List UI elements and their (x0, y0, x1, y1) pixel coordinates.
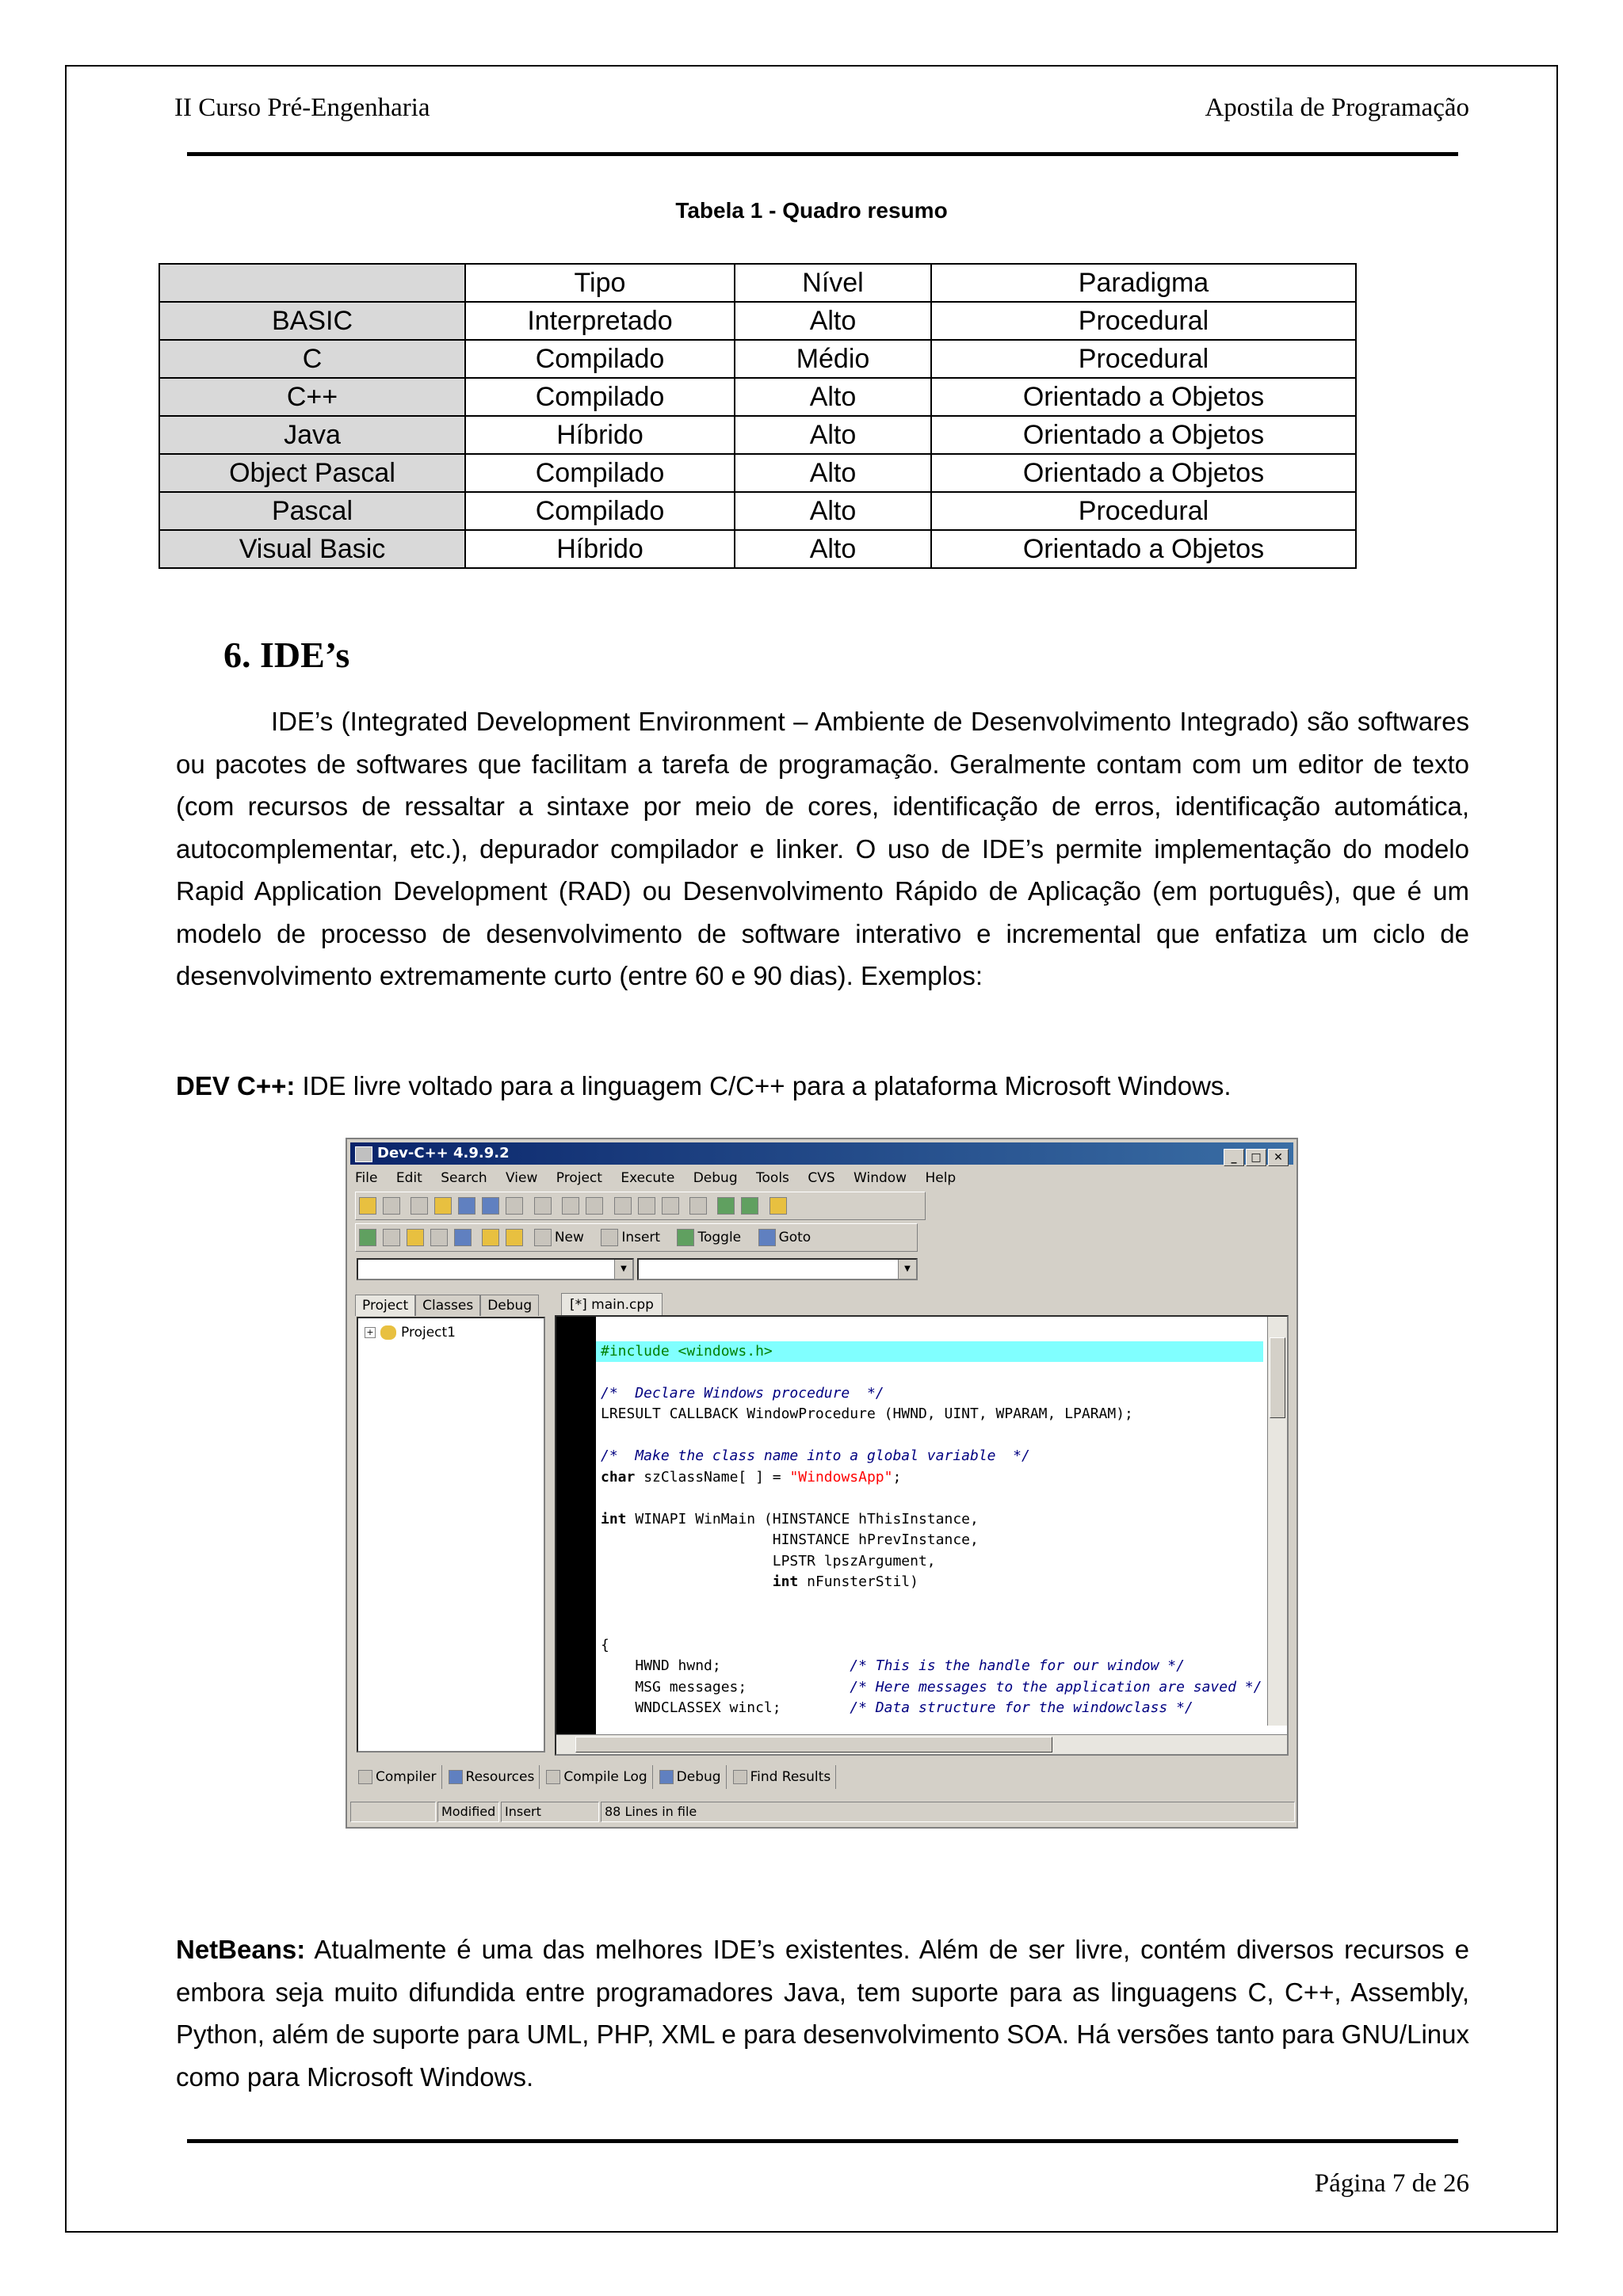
menu-tools[interactable]: Tools (756, 1170, 789, 1186)
table-row (159, 454, 1356, 492)
table-cell: Orientado a Objetos (931, 454, 1356, 492)
table-cell: Java (159, 416, 465, 454)
new-button[interactable]: New (554, 1230, 584, 1245)
table-cell: Alto (735, 492, 931, 530)
code-line: LRESULT CALLBACK WindowProcedure (HWND, UINT, WPARAM, LPARAM); (601, 1405, 1133, 1422)
run-icon[interactable] (383, 1229, 400, 1246)
chevron-down-icon[interactable]: ▼ (614, 1260, 632, 1279)
table-cell: Visual Basic (159, 530, 465, 568)
table-row (159, 530, 1356, 568)
goto-line-icon[interactable] (689, 1197, 707, 1215)
netbeans-paragraph (176, 1928, 1469, 2098)
table-cell: Alto (735, 530, 931, 568)
table-cell: Compilado (465, 340, 735, 378)
tab-label: Find Results (750, 1769, 831, 1785)
table-header-cell: Paradigma (931, 264, 1356, 302)
compile-run-icon[interactable] (407, 1229, 424, 1246)
scroll-thumb[interactable] (575, 1737, 1052, 1753)
code-line: LPSTR lpszArgument, (601, 1552, 936, 1569)
app-icon (355, 1146, 372, 1162)
code-editor[interactable] (555, 1315, 1289, 1756)
scroll-thumb[interactable] (1270, 1337, 1285, 1418)
table-cell: Alto (735, 302, 931, 340)
table-cell: Compilado (465, 454, 735, 492)
code-string: "WindowsApp" (789, 1468, 893, 1486)
table-header-row (159, 264, 1356, 302)
netbeans-label: NetBeans: (176, 1935, 306, 1964)
compile-log-icon (546, 1770, 560, 1784)
resources-icon (449, 1770, 463, 1784)
table-cell: Orientado a Objetos (931, 416, 1356, 454)
code-fragment: szClassName[ ] = (635, 1468, 790, 1486)
tab-label: Compiler (376, 1769, 437, 1785)
table-row (159, 340, 1356, 378)
insert-button[interactable]: Insert (621, 1230, 661, 1245)
table-cell: Orientado a Objetos (931, 530, 1356, 568)
table-cell: Compilado (465, 492, 735, 530)
goto-icon[interactable] (758, 1229, 776, 1246)
table-cell: Object Pascal (159, 454, 465, 492)
menu-view[interactable]: View (506, 1170, 538, 1186)
table-cell: Compilado (465, 378, 735, 416)
minimize-icon[interactable]: _ (1224, 1149, 1244, 1166)
remove-from-project-icon[interactable] (741, 1197, 758, 1215)
save-icon[interactable] (458, 1197, 475, 1215)
status-lines: 88 Lines in file (601, 1802, 1295, 1822)
class-combo[interactable] (357, 1258, 634, 1280)
menu-help[interactable]: Help (925, 1170, 957, 1186)
devcpp-label: DEV C++: (176, 1071, 296, 1100)
project-icon[interactable] (359, 1197, 376, 1215)
chevron-down-icon[interactable]: ▼ (898, 1260, 916, 1279)
summary-table (158, 263, 1357, 569)
menu-project[interactable]: Project (556, 1170, 602, 1186)
find-icon (733, 1770, 747, 1784)
intro-text: IDE’s (Integrated Development Environment – Ambiente de Desenvolvimento Integrado) são softwares ou pacotes de softwares que facilitam a tarefa de programação. Geralmente contam com um editor de texto (com recursos de ressaltar a sintaxe por meio de cores, identificação de erros, identificação automática, autocomplementar, etc.), depurador compilador e linker. O uso de IDE’s permite implementação do modelo Rapid Application Development (RAD) ou Desenvolvimento Rápido de Aplicação (em português), que é um modelo de processo de desenvolvimento de software interativo e incremental que enfatiza um ciclo de desenvolvimento extremamente curto (entre 60 e 90 dias). Exemplos: (176, 707, 1469, 990)
secondary-toolbar (355, 1223, 918, 1252)
table-header-cell: Nível (735, 264, 931, 302)
table-cell: Procedural (931, 492, 1356, 530)
table-cell: Procedural (931, 302, 1356, 340)
code-line: #include <windows.h> (601, 1342, 773, 1360)
devcpp-screenshot (346, 1138, 1298, 1829)
find-icon[interactable] (614, 1197, 632, 1215)
table-caption: Tabela 1 - Quadro resumo (675, 198, 948, 223)
status-insert: Insert (501, 1802, 599, 1822)
code-fragment: nFunsterStil) (798, 1573, 918, 1590)
table-cell: C (159, 340, 465, 378)
table-row (159, 302, 1356, 340)
editor-gutter (556, 1317, 596, 1754)
code-fragment: MSG messages; (601, 1678, 850, 1695)
table-header-cell (159, 264, 465, 302)
section-heading: 6. IDE’s (223, 635, 350, 675)
project-tree (357, 1317, 545, 1753)
code-text (601, 1320, 1263, 1756)
rebuild-icon[interactable] (430, 1229, 448, 1246)
table-cell: Híbrido (465, 416, 735, 454)
code-fragment: ; (892, 1468, 902, 1486)
header-rule (187, 152, 1458, 156)
close-file-icon[interactable] (506, 1197, 523, 1215)
print-icon[interactable] (534, 1197, 552, 1215)
tab-find-results[interactable] (730, 1765, 837, 1789)
code-line: /* Declare Windows procedure */ (601, 1384, 884, 1402)
table-cell: Híbrido (465, 530, 735, 568)
table-cell: Alto (735, 454, 931, 492)
header-course: II Curso Pré-Engenharia (174, 93, 430, 122)
devcpp-text: IDE livre voltado para a linguagem C/C++ para a plataforma Microsoft Windows. (295, 1071, 1232, 1100)
code-line: /* Make the class name into a global variable */ (601, 1447, 1030, 1464)
insert-icon[interactable] (601, 1229, 618, 1246)
code-line: { (601, 1636, 609, 1653)
code-fragment: WINAPI WinMain (HINSTANCE hThisInstance, (626, 1510, 979, 1527)
help-icon[interactable] (482, 1229, 499, 1246)
new-file-icon[interactable] (411, 1197, 428, 1215)
tab-debug[interactable]: Debug (480, 1295, 539, 1316)
tab-label: Compile Log (563, 1769, 647, 1785)
menu-file[interactable]: File (355, 1170, 378, 1186)
project-node-label: Project1 (401, 1325, 456, 1341)
toggle-icon[interactable] (677, 1229, 694, 1246)
status-modified: Modified (437, 1802, 499, 1822)
project-options-icon[interactable] (769, 1197, 787, 1215)
main-toolbar (355, 1192, 926, 1220)
close-icon[interactable]: ✕ (1268, 1149, 1289, 1166)
window-titlebar (350, 1142, 1293, 1165)
redo-icon[interactable] (586, 1197, 603, 1215)
undo-icon[interactable] (562, 1197, 579, 1215)
debug-check-icon (659, 1770, 674, 1784)
about-icon[interactable] (506, 1229, 523, 1246)
code-comment: /* Data structure for the windowclass */ (850, 1699, 1193, 1716)
devcpp-paragraph (176, 1065, 1469, 1108)
bottom-panel-tabs (355, 1765, 839, 1789)
window-controls (1222, 1146, 1289, 1163)
vertical-scrollbar[interactable] (1267, 1317, 1287, 1726)
code-keyword: int (601, 1510, 627, 1527)
code-keyword: int (772, 1573, 799, 1590)
tab-debug-output[interactable] (656, 1765, 727, 1789)
table-cell: Orientado a Objetos (931, 378, 1356, 416)
table-cell: Médio (735, 340, 931, 378)
class-browser-icon[interactable] (383, 1197, 400, 1215)
code-comment: /* This is the handle for our window */ (850, 1657, 1185, 1674)
code-line: HINSTANCE hPrevInstance, (601, 1531, 979, 1548)
tree-node-project[interactable] (365, 1325, 456, 1341)
table-row (159, 378, 1356, 416)
horizontal-scrollbar[interactable] (556, 1734, 1287, 1754)
maximize-icon[interactable]: □ (1246, 1149, 1266, 1166)
save-all-icon[interactable] (482, 1197, 499, 1215)
table-row (159, 492, 1356, 530)
table-row (159, 416, 1356, 454)
tab-label: Debug (676, 1769, 721, 1785)
table-cell: BASIC (159, 302, 465, 340)
menu-search[interactable]: Search (441, 1170, 487, 1186)
netbeans-text: Atualmente é uma das melhores IDE’s existentes. Além de ser livre, contém diversos recursos e embora seja muito difundida entre programadores Java, tem suporte para as linguagens C, C++, Assembly, Python, além de suporte para UML, PHP, XML e para desenvolvimento SOA. Há versões tanto para GNU/Linux como para Microsoft Windows. (176, 1935, 1469, 2092)
tab-label: Resources (465, 1769, 535, 1785)
tab-compiler[interactable] (355, 1765, 442, 1789)
project-icon (380, 1325, 396, 1340)
expand-icon[interactable]: + (365, 1327, 376, 1338)
table-cell: C++ (159, 378, 465, 416)
code-fragment: HWND hwnd; (601, 1657, 850, 1674)
intro-paragraph (176, 700, 1469, 997)
code-comment: /* Here messages to the application are saved */ (850, 1678, 1262, 1695)
new-icon[interactable] (534, 1229, 552, 1246)
code-keyword: char (601, 1468, 636, 1486)
compiler-icon (358, 1770, 372, 1784)
table-header-cell: Tipo (465, 264, 735, 302)
tab-classes[interactable]: Classes (415, 1295, 480, 1316)
menu-edit[interactable]: Edit (395, 1170, 422, 1186)
find-next-icon[interactable] (662, 1197, 679, 1215)
page-number: Página 7 de 26 (1314, 2169, 1469, 2198)
open-icon[interactable] (434, 1197, 452, 1215)
footer-rule (187, 2139, 1458, 2143)
tab-main-cpp[interactable]: [*] main.cpp (561, 1293, 663, 1316)
left-panel-tabs (355, 1295, 539, 1315)
menu-bar (355, 1168, 970, 1188)
window-title: Dev-C++ 4.9.9.2 (377, 1145, 510, 1161)
debug-check-icon[interactable] (454, 1229, 472, 1246)
table-cell: Procedural (931, 340, 1356, 378)
tab-project[interactable]: Project (355, 1295, 415, 1316)
compile-icon[interactable] (359, 1229, 376, 1246)
menu-cvs[interactable]: CVS (808, 1170, 835, 1186)
code-fragment (601, 1573, 773, 1590)
table-cell: Alto (735, 416, 931, 454)
tab-compile-log[interactable] (543, 1765, 652, 1789)
member-combo[interactable] (637, 1258, 918, 1280)
status-bar (350, 1802, 1293, 1824)
code-fragment: WNDCLASSEX wincl; (601, 1699, 850, 1716)
table-cell: Alto (735, 378, 931, 416)
toggle-button[interactable]: Toggle (697, 1230, 742, 1245)
add-to-project-icon[interactable] (717, 1197, 735, 1215)
menu-execute[interactable]: Execute (621, 1170, 675, 1186)
tab-resources[interactable] (445, 1765, 540, 1789)
replace-icon[interactable] (638, 1197, 655, 1215)
table-cell: Interpretado (465, 302, 735, 340)
goto-button[interactable]: Goto (778, 1230, 812, 1245)
header-title: Apostila de Programação (1205, 93, 1469, 122)
status-cursor (350, 1802, 436, 1822)
menu-debug[interactable]: Debug (693, 1170, 738, 1186)
table-cell: Pascal (159, 492, 465, 530)
menu-window[interactable]: Window (854, 1170, 907, 1186)
